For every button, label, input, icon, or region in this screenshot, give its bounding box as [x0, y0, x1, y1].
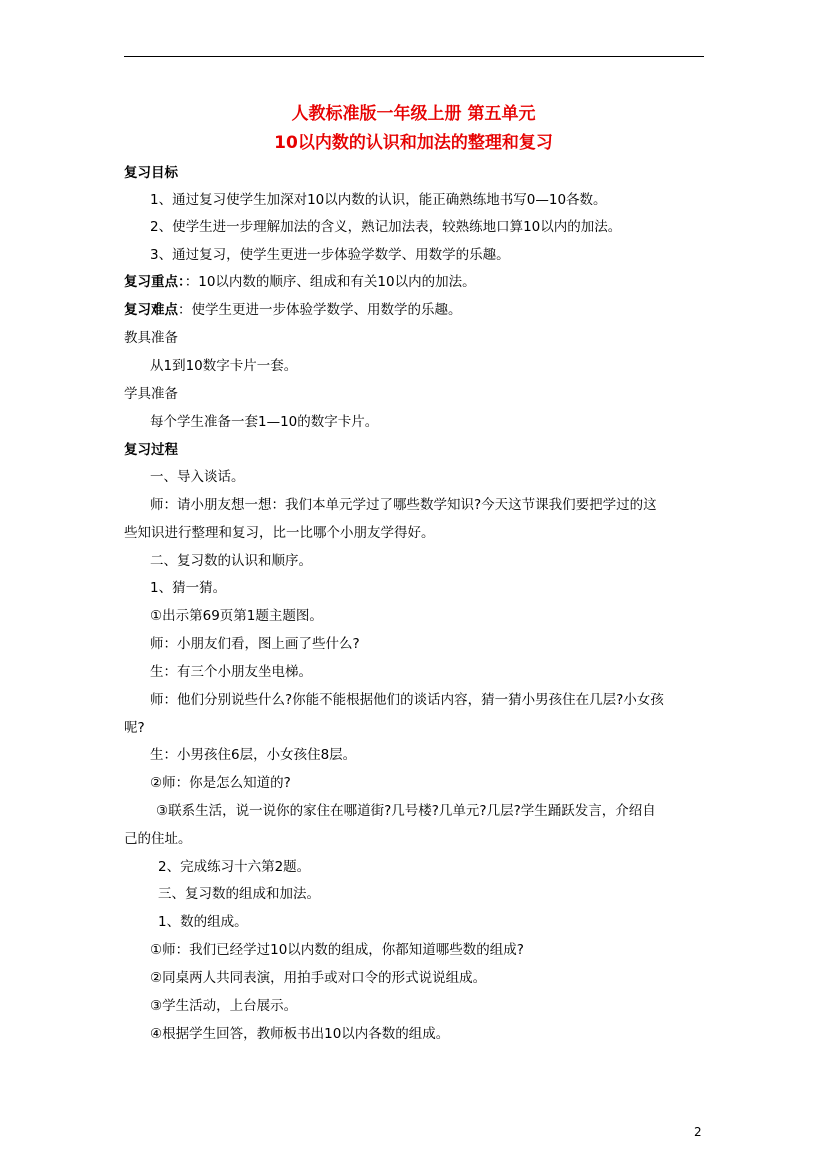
process-line: 呢?: [124, 720, 145, 736]
process-line: 生：有三个小朋友坐电梯。: [150, 664, 312, 680]
process-line: ③联系生活，说一说你的家住在哪道街?几号楼?几单元?几层?学生踊跃发言，介绍自: [156, 803, 656, 819]
difficulties-text: ：使学生更进一步体验学数学、用数学的乐趣。: [178, 302, 462, 318]
process-line: 己的住址。: [124, 831, 192, 847]
process-line: 一、导入谈话。: [150, 469, 245, 485]
page-number: 2: [694, 1125, 702, 1139]
process-line: 生：小男孩住6层，小女孩住8层。: [150, 747, 357, 763]
process-line: 二、复习数的认识和顺序。: [150, 553, 312, 569]
process-line: ①师：我们已经学过10以内数的组成，你都知道哪些数的组成?: [150, 942, 524, 958]
teaching-aids-heading: 教具准备: [124, 330, 178, 346]
difficulties-label: 复习难点: [124, 302, 178, 318]
doc-title-line2: 10以内数的认识和加法的整理和复习: [274, 133, 553, 153]
key-points-line: [124, 272, 476, 292]
student-aids-text: 每个学生准备一套1—10的数字卡片。: [150, 414, 379, 430]
process-line: 1、数的组成。: [158, 914, 248, 930]
key-points-label: 复习重点：: [124, 274, 185, 290]
process-line: ②同桌两人共同表演，用拍手或对口令的形式说说组成。: [150, 970, 487, 986]
process-line: ④根据学生回答，教师板书出10以内各数的组成。: [150, 1026, 450, 1042]
process-line: 1、猜一猜。: [150, 580, 227, 596]
doc-title-line1: 人教标准版一年级上册 第五单元: [291, 104, 536, 124]
process-heading: 复习过程: [124, 442, 178, 458]
difficulties-line: [124, 300, 462, 320]
process-line: ③学生活动，上台展示。: [150, 998, 298, 1014]
header-rule: [124, 56, 704, 57]
goal-item-1: 1、通过复习使学生加深对10以内数的认识，能正确熟练地书写0—10各数。: [150, 192, 607, 208]
process-line: 2、完成练习十六第2题。: [158, 859, 311, 875]
teaching-aids-text: 从1到10数字卡片一套。: [150, 358, 298, 374]
key-points-text: ：10以内数的顺序、组成和有关10以内的加法。: [184, 274, 476, 290]
process-line: ②师：你是怎么知道的?: [150, 775, 291, 791]
goals-heading: 复习目标: [124, 165, 178, 181]
process-line: 些知识进行整理和复习，比一比哪个小朋友学得好。: [124, 525, 435, 541]
goal-item-2: 2、使学生进一步理解加法的含义，熟记加法表，较熟练地口算10以内的加法。: [150, 219, 622, 235]
process-line: 师：请小朋友想一想：我们本单元学过了哪些数学知识?今天这节课我们要把学过的这: [150, 497, 657, 513]
goal-item-3: 3、通过复习，使学生更进一步体验学数学、用数学的乐趣。: [150, 247, 510, 263]
process-line: 三、复习数的组成和加法。: [158, 886, 320, 902]
process-line: ①出示第69页第1题主题图。: [150, 608, 323, 624]
process-line: 师：小朋友们看，图上画了些什么?: [150, 636, 360, 652]
student-aids-heading: 学具准备: [124, 386, 178, 402]
process-line: 师：他们分别说些什么?你能不能根据他们的谈话内容，猜一猜小男孩住在几层?小女孩: [150, 692, 664, 708]
